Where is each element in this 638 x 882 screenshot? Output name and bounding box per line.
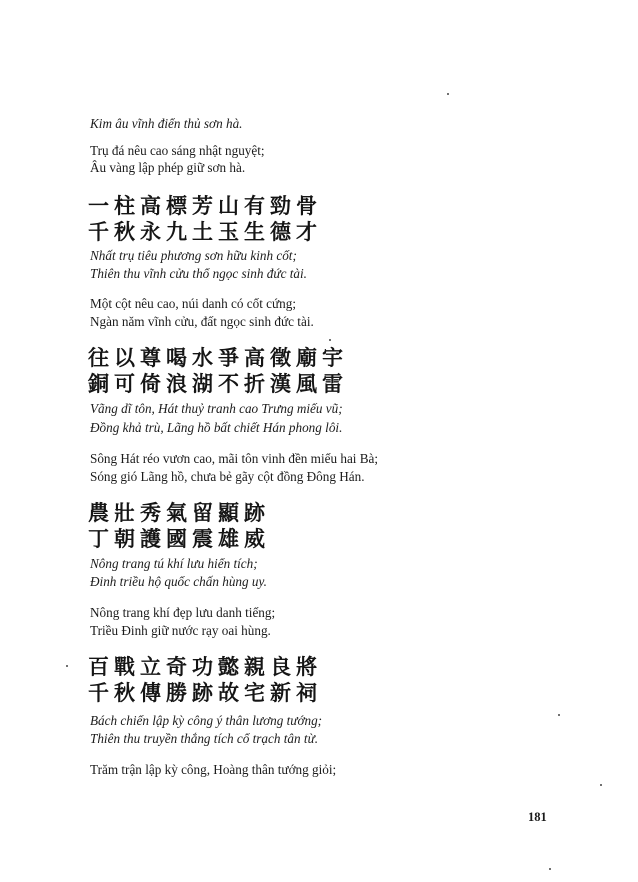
scan-speck xyxy=(447,93,449,95)
scan-speck xyxy=(329,339,331,341)
han-nom-line: 往以尊喝水爭高徵廟宇 xyxy=(88,345,348,370)
scan-speck xyxy=(558,714,560,716)
poem-line: Trăm trận lập kỳ công, Hoàng thân tướng giỏi; xyxy=(90,762,337,777)
han-nom-line: 一柱高標芳山有勁骨 xyxy=(88,193,322,218)
poem-line: Âu vàng lập phép giữ sơn hà. xyxy=(90,160,246,175)
han-nom-line: 千秋永九土玉生德才 xyxy=(88,219,322,244)
poem-line: Đồng khả trù, Lãng hồ bất chiết Hán phong lôi. xyxy=(90,420,343,435)
poem-line: Trụ đá nêu cao sáng nhật nguyệt; xyxy=(90,143,265,158)
han-nom-line: 百戰立奇功懿親良將 xyxy=(88,654,322,679)
han-nom-line: 丁朝護國震雄威 xyxy=(88,526,270,551)
poem-line: Bách chiến lập kỳ công ý thân lương tướng; xyxy=(90,713,323,728)
poem-line: Đinh triều hộ quốc chấn hùng uy. xyxy=(90,574,267,589)
scan-speck xyxy=(600,784,602,786)
poem-line: Sóng gió Lãng hồ, chưa bẻ gãy cột đồng Đông Hán. xyxy=(90,469,365,484)
poem-line: Nông trang khí đẹp lưu danh tiếng; xyxy=(90,605,276,620)
han-nom-line: 農壯秀氣留顯跡 xyxy=(88,500,270,525)
poem-line: Kim âu vĩnh điển thủ sơn hà. xyxy=(90,116,243,131)
poem-line: Sông Hát réo vươn cao, mãi tôn vinh đền miếu hai Bà; xyxy=(90,451,379,466)
han-nom-line: 千秋傳勝跡故宅新祠 xyxy=(88,680,322,705)
poem-line: Nông trang tú khí lưu hiển tích; xyxy=(90,556,258,571)
poem-line: Một cột nêu cao, núi danh có cốt cứng; xyxy=(90,296,297,311)
poem-line: Nhất trụ tiêu phương sơn hữu kinh cốt; xyxy=(90,248,297,263)
poem-line: Thiên thu vĩnh cửu thổ ngọc sinh đức tài. xyxy=(90,266,307,281)
poem-line: Vãng dĩ tôn, Hát thuỷ tranh cao Trưng miếu vũ; xyxy=(90,401,343,416)
scan-speck xyxy=(549,868,551,870)
scan-speck xyxy=(66,665,68,667)
poem-line: Thiên thu truyền thắng tích cổ trạch tân từ. xyxy=(90,731,319,746)
page-number: 181 xyxy=(528,810,547,824)
poem-line: Triều Đinh giữ nước rạy oai hùng. xyxy=(90,623,271,638)
poem-line: Ngàn năm vĩnh cửu, đất ngọc sinh đức tài. xyxy=(90,314,314,329)
han-nom-line: 銅可倚浪湖不折漢風雷 xyxy=(88,371,348,396)
